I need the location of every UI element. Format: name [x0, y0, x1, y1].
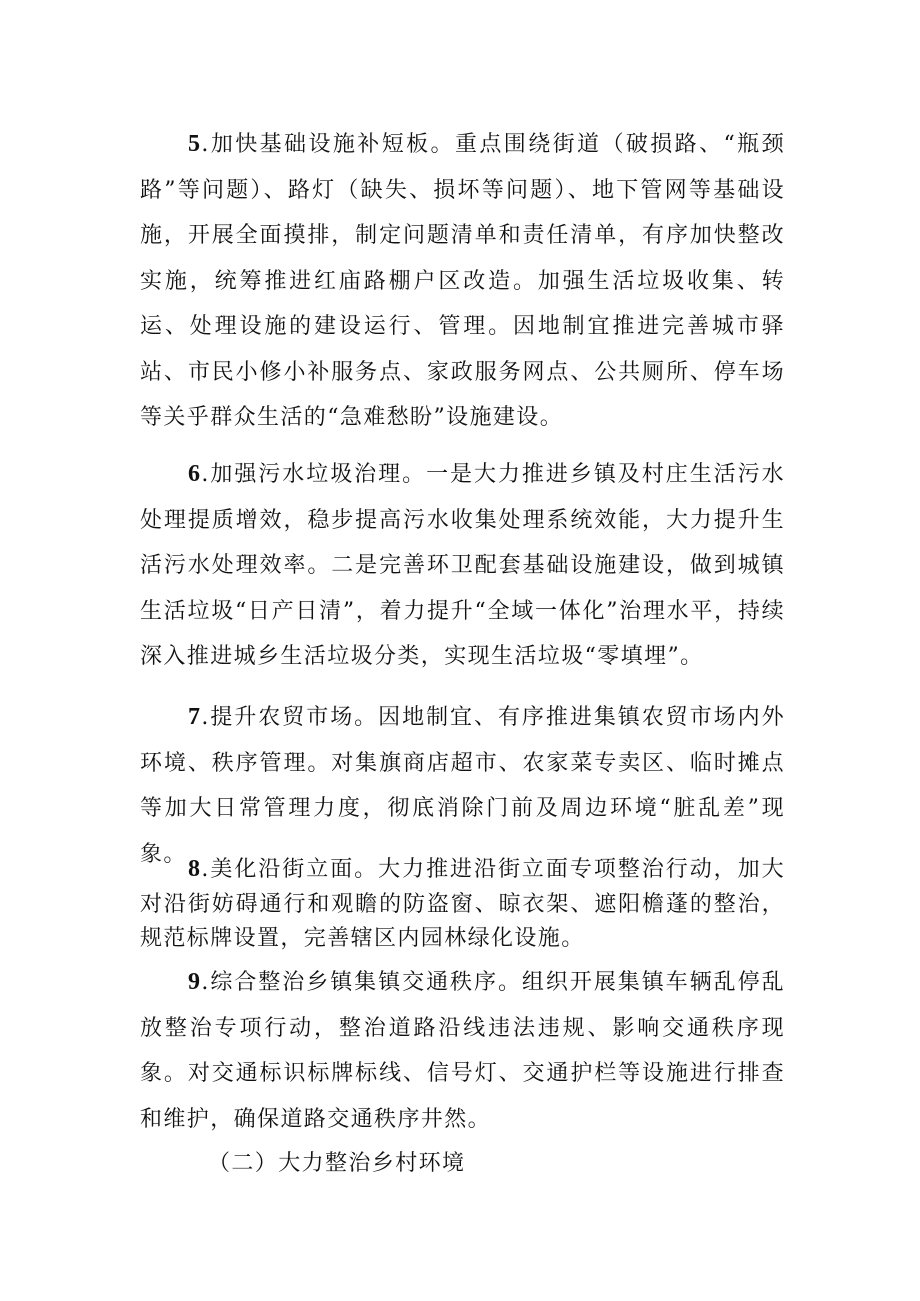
- paragraph-9: [140, 960, 785, 1142]
- paragraph-text: .加强污水垃圾治理。一是大力推进乡镇及村庄生活污水处理提质增效，稳步提高污水收集处理系统效能，大力提升生活污水处理效率。二是完善环卫配套基础设施建设，做到城镇生活垃圾“日产日清”，着力提升“全域一体化”治理水平，持续深入推进城乡生活垃圾分类，实现生活垃圾“零填埋”。: [140, 462, 785, 669]
- paragraph-text: .加快基础设施补短板。重点围绕街道（破损路、“瓶颈路”等问题）、路灯（缺失、损坏等问题）、地下管网等基础设施，开展全面摸排，制定问题清单和责任清单，有序加快整改实施，统筹推进红庙路棚户区改造。加强生活垃圾收集、转运、处理设施的建设运行、管理。因地制宜推进完善城市驿站、市民小修小补服务点、家政服务网点、公共厕所、停车场等关乎群众生活的“急难愁盼”设施建设。: [140, 132, 785, 430]
- paragraph-text: .综合整治乡镇集镇交通秩序。组织开展集镇车辆乱停乱放整治专项行动，整治道路沿线违法违规、影响交通秩序现象。对交通标识标牌标线、信号灯、交通护栏等设施进行排查和维护，确保道路交通秩序井然。: [140, 970, 785, 1132]
- paragraph-7: [140, 695, 785, 877]
- paragraph-text: .美化沿街立面。大力推进沿街立面专项整治行动，加大对沿街妨碍通行和观瞻的防盗窗、晾衣架、遮阳檐蓬的整治，规范标牌设置，完善辖区内园林绿化设施。: [140, 857, 785, 951]
- paragraph-number: 5: [188, 131, 202, 157]
- paragraph-number: 8: [188, 856, 202, 882]
- paragraph-number: 9: [188, 969, 202, 995]
- paragraph-8: [140, 852, 785, 957]
- paragraph-number: 7: [188, 704, 202, 730]
- paragraph-5: [140, 122, 785, 441]
- section-heading: （二）大力整治乡村环境: [208, 1151, 466, 1176]
- paragraph-text: .提升农贸市场。因地制宜、有序推进集镇农贸市场内外环境、秩序管理。对集旗商店超市、农家菜专卖区、临时摊点等加大日常管理力度，彻底消除门前及周边环境“脏乱差”现象。: [140, 705, 785, 867]
- paragraph-6: [140, 452, 785, 680]
- paragraph-number: 6: [188, 461, 202, 487]
